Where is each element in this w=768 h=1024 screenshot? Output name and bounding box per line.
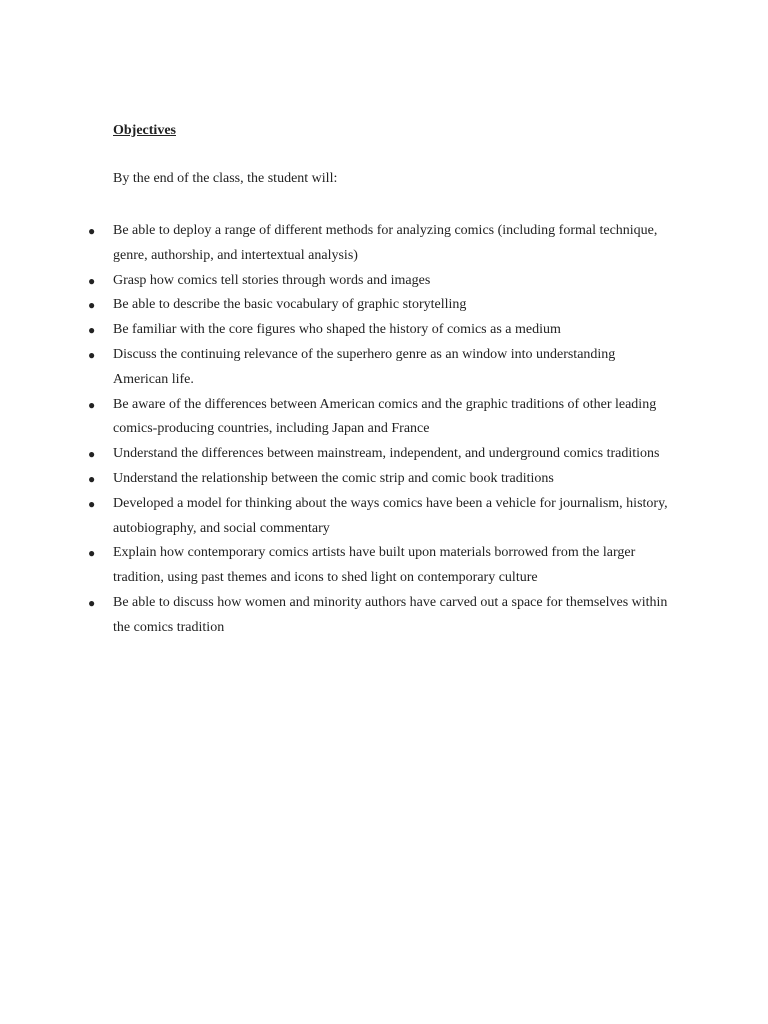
bullet-icon: ●	[88, 447, 96, 462]
objective-text: Grasp how comics tell stories through words and images	[113, 272, 431, 288]
list-item	[0, 293, 673, 318]
list-item	[0, 442, 673, 467]
bullet-icon: ●	[88, 273, 96, 288]
objective-text: Be able to deploy a range of different methods for analyzing comics (including formal technique, genre, authorship, and intertextual analysis)	[113, 223, 658, 263]
list-item	[0, 219, 673, 269]
bullet-icon: ●	[88, 471, 96, 486]
objective-text: Understand the relationship between the comic strip and comic book traditions	[113, 470, 554, 486]
bullet-icon: ●	[88, 397, 96, 412]
objectives-list	[0, 219, 768, 641]
list-item	[0, 318, 673, 343]
objective-text: Be able to discuss how women and minority authors have carved out a space for themselves within the comics tradition	[113, 594, 668, 635]
objective-text: Be familiar with the core figures who shaped the history of comics as a medium	[113, 322, 561, 338]
list-item	[0, 269, 673, 294]
list-item	[0, 467, 673, 492]
list-item	[0, 541, 673, 591]
objective-text: Be able to describe the basic vocabulary of graphic storytelling	[113, 297, 467, 313]
objectives-heading: Objectives	[113, 123, 176, 138]
list-item	[0, 343, 673, 393]
bullet-icon: ●	[88, 496, 96, 511]
objective-text: Discuss the continuing relevance of the superhero genre as an window into understanding American life.	[113, 346, 616, 387]
bullet-icon: ●	[88, 298, 96, 313]
list-item	[0, 591, 673, 641]
list-item	[0, 492, 673, 542]
objective-text: Understand the differences between mainstream, independent, and underground comics traditions	[113, 446, 660, 462]
bullet-icon: ●	[88, 546, 96, 561]
objective-text: Be aware of the differences between American comics and the graphic traditions of other leading comics-producing countries, including Japan and France	[113, 396, 657, 437]
bullet-icon: ●	[88, 224, 96, 238]
intro-text: By the end of the class, the student will:	[113, 171, 338, 186]
objective-text: Explain how contemporary comics artists have built upon materials borrowed from the larger tradition, using past themes and icons to shed light on contemporary culture	[113, 545, 636, 586]
objective-text: Developed a model for thinking about the ways comics have been a vehicle for journalism, history, autobiography, and social commentary	[113, 495, 668, 536]
bullet-icon: ●	[88, 595, 96, 610]
bullet-icon: ●	[88, 323, 96, 338]
list-item	[0, 393, 673, 443]
bullet-icon: ●	[88, 347, 96, 362]
